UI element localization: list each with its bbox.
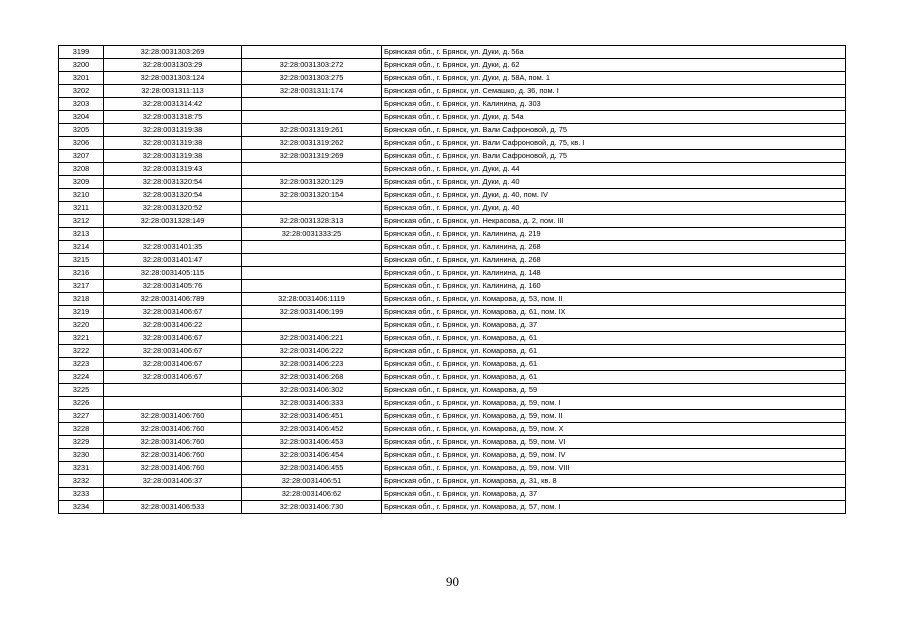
table-row bbox=[59, 319, 846, 332]
row-number-cell: 3201 bbox=[59, 72, 104, 85]
table-row bbox=[59, 423, 846, 436]
building-cadastral-number-cell: 32:28:0031406:268 bbox=[242, 371, 382, 384]
address-cell: Брянская обл., г. Брянск, ул. Калинина, д. 268 bbox=[382, 254, 846, 267]
address-cell: Брянская обл., г. Брянск, ул. Комарова, д. 59, пом. X bbox=[382, 423, 846, 436]
land-cadastral-number-cell: 32:28:0031328:149 bbox=[104, 215, 242, 228]
row-number-cell: 3205 bbox=[59, 124, 104, 137]
land-cadastral-number-cell: 32:28:0031406:760 bbox=[104, 436, 242, 449]
land-cadastral-number-cell: 32:28:0031401:35 bbox=[104, 241, 242, 254]
address-cell: Брянская обл., г. Брянск, ул. Комарова, д. 53, пом. II bbox=[382, 293, 846, 306]
building-cadastral-number-cell: 32:28:0031406:730 bbox=[242, 501, 382, 514]
table-row bbox=[59, 59, 846, 72]
address-cell: Брянская обл., г. Брянск, ул. Комарова, д. 59, пом. I bbox=[382, 397, 846, 410]
building-cadastral-number-cell: 32:28:0031406:199 bbox=[242, 306, 382, 319]
land-cadastral-number-cell: 32:28:0031320:54 bbox=[104, 189, 242, 202]
table-row bbox=[59, 371, 846, 384]
address-cell: Брянская обл., г. Брянск, ул. Комарова, д. 37 bbox=[382, 319, 846, 332]
building-cadastral-number-cell: 32:28:0031406:453 bbox=[242, 436, 382, 449]
address-cell: Брянская обл., г. Брянск, ул. Некрасова, д. 2, пом. III bbox=[382, 215, 846, 228]
row-number-cell: 3216 bbox=[59, 267, 104, 280]
address-cell: Брянская обл., г. Брянск, ул. Комарова, д. 59 bbox=[382, 384, 846, 397]
row-number-cell: 3219 bbox=[59, 306, 104, 319]
property-registry-table bbox=[58, 45, 846, 514]
table-row bbox=[59, 228, 846, 241]
land-cadastral-number-cell: 32:28:0031406:37 bbox=[104, 475, 242, 488]
row-number-cell: 3208 bbox=[59, 163, 104, 176]
row-number-cell: 3215 bbox=[59, 254, 104, 267]
table-row bbox=[59, 358, 846, 371]
table-row bbox=[59, 111, 846, 124]
building-cadastral-number-cell: 32:28:0031303:275 bbox=[242, 72, 382, 85]
table-row bbox=[59, 332, 846, 345]
table-row bbox=[59, 254, 846, 267]
land-cadastral-number-cell: 32:28:0031311:113 bbox=[104, 85, 242, 98]
land-cadastral-number-cell: 32:28:0031406:533 bbox=[104, 501, 242, 514]
building-cadastral-number-cell: 32:28:0031320:154 bbox=[242, 189, 382, 202]
address-cell: Брянская обл., г. Брянск, ул. Комарова, д. 59, пом. VIII bbox=[382, 462, 846, 475]
building-cadastral-number-cell: 32:28:0031406:221 bbox=[242, 332, 382, 345]
land-cadastral-number-cell: 32:28:0031406:789 bbox=[104, 293, 242, 306]
land-cadastral-number-cell: 32:28:0031406:760 bbox=[104, 410, 242, 423]
building-cadastral-number-cell: 32:28:0031319:261 bbox=[242, 124, 382, 137]
building-cadastral-number-cell bbox=[242, 98, 382, 111]
building-cadastral-number-cell: 32:28:0031406:302 bbox=[242, 384, 382, 397]
row-number-cell: 3202 bbox=[59, 85, 104, 98]
building-cadastral-number-cell: 32:28:0031406:455 bbox=[242, 462, 382, 475]
row-number-cell: 3226 bbox=[59, 397, 104, 410]
address-cell: Брянская обл., г. Брянск, ул. Комарова, д. 31, кв. 8 bbox=[382, 475, 846, 488]
table-row bbox=[59, 98, 846, 111]
table-row bbox=[59, 46, 846, 59]
address-cell: Брянская обл., г. Брянск, ул. Вали Сафроновой, д. 75 bbox=[382, 124, 846, 137]
address-cell: Брянская обл., г. Брянск, ул. Дуки, д. 56а bbox=[382, 46, 846, 59]
row-number-cell: 3231 bbox=[59, 462, 104, 475]
address-cell: Брянская обл., г. Брянск, ул. Калинина, д. 219 bbox=[382, 228, 846, 241]
building-cadastral-number-cell: 32:28:0031406:452 bbox=[242, 423, 382, 436]
table-row bbox=[59, 85, 846, 98]
land-cadastral-number-cell bbox=[104, 384, 242, 397]
address-cell: Брянская обл., г. Брянск, ул. Комарова, д. 61 bbox=[382, 358, 846, 371]
table-row bbox=[59, 293, 846, 306]
building-cadastral-number-cell: 32:28:0031406:62 bbox=[242, 488, 382, 501]
address-cell: Брянская обл., г. Брянск, ул. Дуки, д. 40 bbox=[382, 202, 846, 215]
land-cadastral-number-cell: 32:28:0031406:67 bbox=[104, 371, 242, 384]
address-cell: Брянская обл., г. Брянск, ул. Дуки, д. 40 bbox=[382, 176, 846, 189]
page-number: 90 bbox=[446, 574, 459, 589]
row-number-cell: 3218 bbox=[59, 293, 104, 306]
land-cadastral-number-cell: 32:28:0031303:29 bbox=[104, 59, 242, 72]
row-number-cell: 3228 bbox=[59, 423, 104, 436]
address-cell: Брянская обл., г. Брянск, ул. Комарова, д. 61, пом. IX bbox=[382, 306, 846, 319]
land-cadastral-number-cell: 32:28:0031319:38 bbox=[104, 150, 242, 163]
row-number-cell: 3222 bbox=[59, 345, 104, 358]
table-row bbox=[59, 462, 846, 475]
land-cadastral-number-cell: 32:28:0031319:43 bbox=[104, 163, 242, 176]
address-cell: Брянская обл., г. Брянск, ул. Комарова, д. 37 bbox=[382, 488, 846, 501]
table-row bbox=[59, 202, 846, 215]
building-cadastral-number-cell bbox=[242, 319, 382, 332]
building-cadastral-number-cell bbox=[242, 46, 382, 59]
land-cadastral-number-cell bbox=[104, 397, 242, 410]
table-row bbox=[59, 501, 846, 514]
row-number-cell: 3224 bbox=[59, 371, 104, 384]
address-cell: Брянская обл., г. Брянск, ул. Комарова, д. 61 bbox=[382, 332, 846, 345]
building-cadastral-number-cell bbox=[242, 254, 382, 267]
building-cadastral-number-cell bbox=[242, 267, 382, 280]
land-cadastral-number-cell: 32:28:0031319:38 bbox=[104, 124, 242, 137]
land-cadastral-number-cell: 32:28:0031406:760 bbox=[104, 423, 242, 436]
table-row bbox=[59, 137, 846, 150]
row-number-cell: 3233 bbox=[59, 488, 104, 501]
building-cadastral-number-cell: 32:28:0031303:272 bbox=[242, 59, 382, 72]
building-cadastral-number-cell bbox=[242, 280, 382, 293]
land-cadastral-number-cell: 32:28:0031406:760 bbox=[104, 462, 242, 475]
row-number-cell: 3206 bbox=[59, 137, 104, 150]
table-row bbox=[59, 280, 846, 293]
land-cadastral-number-cell: 32:28:0031406:67 bbox=[104, 358, 242, 371]
land-cadastral-number-cell: 32:28:0031405:115 bbox=[104, 267, 242, 280]
table-body bbox=[59, 46, 846, 514]
address-cell: Брянская обл., г. Брянск, ул. Дуки, д. 62 bbox=[382, 59, 846, 72]
row-number-cell: 3225 bbox=[59, 384, 104, 397]
address-cell: Брянская обл., г. Брянск, ул. Комарова, д. 59, пом. VI bbox=[382, 436, 846, 449]
building-cadastral-number-cell: 32:28:0031406:1119 bbox=[242, 293, 382, 306]
table-row bbox=[59, 215, 846, 228]
row-number-cell: 3234 bbox=[59, 501, 104, 514]
address-cell: Брянская обл., г. Брянск, ул. Комарова, д. 57, пом. I bbox=[382, 501, 846, 514]
land-cadastral-number-cell: 32:28:0031303:124 bbox=[104, 72, 242, 85]
table-row bbox=[59, 384, 846, 397]
land-cadastral-number-cell: 32:28:0031405:76 bbox=[104, 280, 242, 293]
table-row bbox=[59, 436, 846, 449]
row-number-cell: 3214 bbox=[59, 241, 104, 254]
row-number-cell: 3220 bbox=[59, 319, 104, 332]
building-cadastral-number-cell: 32:28:0031333:25 bbox=[242, 228, 382, 241]
building-cadastral-number-cell: 32:28:0031406:454 bbox=[242, 449, 382, 462]
building-cadastral-number-cell bbox=[242, 111, 382, 124]
table-row bbox=[59, 124, 846, 137]
building-cadastral-number-cell: 32:28:0031406:222 bbox=[242, 345, 382, 358]
table-row bbox=[59, 241, 846, 254]
address-cell: Брянская обл., г. Брянск, ул. Комарова, д. 61 bbox=[382, 371, 846, 384]
row-number-cell: 3227 bbox=[59, 410, 104, 423]
document-page bbox=[58, 45, 845, 514]
land-cadastral-number-cell: 32:28:0031406:22 bbox=[104, 319, 242, 332]
table-row bbox=[59, 163, 846, 176]
row-number-cell: 3217 bbox=[59, 280, 104, 293]
building-cadastral-number-cell: 32:28:0031406:223 bbox=[242, 358, 382, 371]
land-cadastral-number-cell bbox=[104, 228, 242, 241]
building-cadastral-number-cell: 32:28:0031406:333 bbox=[242, 397, 382, 410]
building-cadastral-number-cell bbox=[242, 163, 382, 176]
address-cell: Брянская обл., г. Брянск, ул. Калинина, д. 303 bbox=[382, 98, 846, 111]
row-number-cell: 3221 bbox=[59, 332, 104, 345]
row-number-cell: 3229 bbox=[59, 436, 104, 449]
address-cell: Брянская обл., г. Брянск, ул. Комарова, д. 61 bbox=[382, 345, 846, 358]
row-number-cell: 3199 bbox=[59, 46, 104, 59]
row-number-cell: 3211 bbox=[59, 202, 104, 215]
row-number-cell: 3230 bbox=[59, 449, 104, 462]
land-cadastral-number-cell: 32:28:0031318:75 bbox=[104, 111, 242, 124]
address-cell: Брянская обл., г. Брянск, ул. Дуки, д. 58А, пом. 1 bbox=[382, 72, 846, 85]
row-number-cell: 3212 bbox=[59, 215, 104, 228]
land-cadastral-number-cell: 32:28:0031320:54 bbox=[104, 176, 242, 189]
table-row bbox=[59, 176, 846, 189]
row-number-cell: 3213 bbox=[59, 228, 104, 241]
row-number-cell: 3203 bbox=[59, 98, 104, 111]
table-row bbox=[59, 410, 846, 423]
address-cell: Брянская обл., г. Брянск, ул. Дуки, д. 44 bbox=[382, 163, 846, 176]
address-cell: Брянская обл., г. Брянск, ул. Вали Сафроновой, д. 75, кв. I bbox=[382, 137, 846, 150]
row-number-cell: 3207 bbox=[59, 150, 104, 163]
building-cadastral-number-cell: 32:28:0031320:129 bbox=[242, 176, 382, 189]
land-cadastral-number-cell: 32:28:0031401:47 bbox=[104, 254, 242, 267]
address-cell: Брянская обл., г. Брянск, ул. Комарова, д. 59, пом. IV bbox=[382, 449, 846, 462]
row-number-cell: 3210 bbox=[59, 189, 104, 202]
building-cadastral-number-cell: 32:28:0031311:174 bbox=[242, 85, 382, 98]
table-row bbox=[59, 189, 846, 202]
building-cadastral-number-cell: 32:28:0031406:451 bbox=[242, 410, 382, 423]
row-number-cell: 3232 bbox=[59, 475, 104, 488]
land-cadastral-number-cell bbox=[104, 488, 242, 501]
table-row bbox=[59, 267, 846, 280]
building-cadastral-number-cell bbox=[242, 202, 382, 215]
land-cadastral-number-cell: 32:28:0031406:67 bbox=[104, 345, 242, 358]
table-row bbox=[59, 397, 846, 410]
land-cadastral-number-cell: 32:28:0031303:269 bbox=[104, 46, 242, 59]
address-cell: Брянская обл., г. Брянск, ул. Семашко, д. 36, пом. I bbox=[382, 85, 846, 98]
table-row bbox=[59, 72, 846, 85]
table-row bbox=[59, 475, 846, 488]
address-cell: Брянская обл., г. Брянск, ул. Вали Сафроновой, д. 75 bbox=[382, 150, 846, 163]
address-cell: Брянская обл., г. Брянск, ул. Дуки, д. 54а bbox=[382, 111, 846, 124]
building-cadastral-number-cell: 32:28:0031319:262 bbox=[242, 137, 382, 150]
land-cadastral-number-cell: 32:28:0031406:760 bbox=[104, 449, 242, 462]
table-row bbox=[59, 449, 846, 462]
table-row bbox=[59, 306, 846, 319]
address-cell: Брянская обл., г. Брянск, ул. Комарова, д. 59, пом. II bbox=[382, 410, 846, 423]
table-row bbox=[59, 488, 846, 501]
table-row bbox=[59, 345, 846, 358]
address-cell: Брянская обл., г. Брянск, ул. Дуки, д. 40, пом. IV bbox=[382, 189, 846, 202]
building-cadastral-number-cell: 32:28:0031328:313 bbox=[242, 215, 382, 228]
table-row bbox=[59, 150, 846, 163]
row-number-cell: 3200 bbox=[59, 59, 104, 72]
address-cell: Брянская обл., г. Брянск, ул. Калинина, д. 268 bbox=[382, 241, 846, 254]
land-cadastral-number-cell: 32:28:0031406:67 bbox=[104, 332, 242, 345]
row-number-cell: 3223 bbox=[59, 358, 104, 371]
address-cell: Брянская обл., г. Брянск, ул. Калинина, д. 160 bbox=[382, 280, 846, 293]
building-cadastral-number-cell: 32:28:0031319:269 bbox=[242, 150, 382, 163]
row-number-cell: 3204 bbox=[59, 111, 104, 124]
land-cadastral-number-cell: 32:28:0031406:67 bbox=[104, 306, 242, 319]
row-number-cell: 3209 bbox=[59, 176, 104, 189]
building-cadastral-number-cell bbox=[242, 241, 382, 254]
building-cadastral-number-cell: 32:28:0031406:51 bbox=[242, 475, 382, 488]
land-cadastral-number-cell: 32:28:0031314:42 bbox=[104, 98, 242, 111]
land-cadastral-number-cell: 32:28:0031320:52 bbox=[104, 202, 242, 215]
address-cell: Брянская обл., г. Брянск, ул. Калинина, д. 148 bbox=[382, 267, 846, 280]
land-cadastral-number-cell: 32:28:0031319:38 bbox=[104, 137, 242, 150]
